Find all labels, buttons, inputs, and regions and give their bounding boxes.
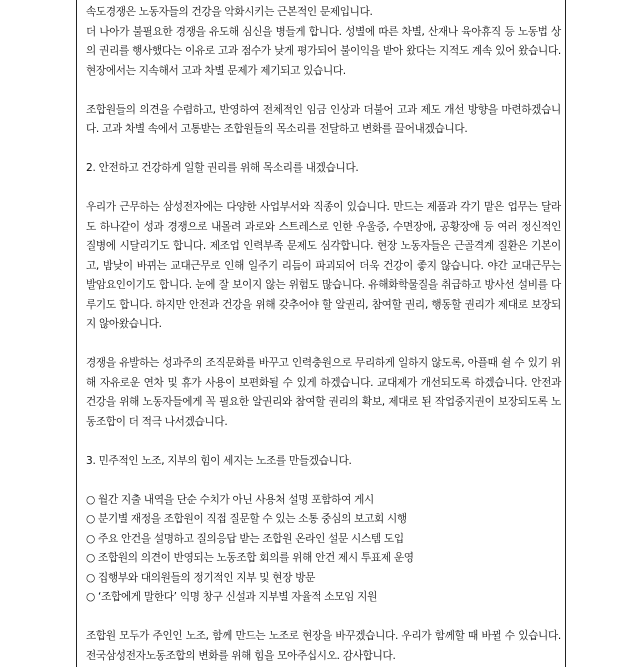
document-body xyxy=(86,3,561,666)
spacer xyxy=(86,335,561,355)
spacer xyxy=(86,432,561,452)
paragraph-health-issues: 우리가 근무하는 삼성전자에는 다양한 사업부서와 직종이 있습니다. 만드는 제품과 각기 맡은 업무는 달라도 하나같이 성과 경쟁으로 내몰려 과로와 스트레스로 인한 우울증, 수면장애, 공황장애 등 여러 정신적인 질병에 시달리기도 합니다. 제조업 인력부족 문제도 심각합니다. 현장 노동자들은 근골격계 질환은 기본이고, 밤낮이 바뀌는 교대근무로 인해 일주기 리듬이 파괴되어 더욱 건강이 좋지 않습니다. 야간 교대근무는 발암요인이기도 합니다. 눈에 잘 보이지 않는 위험도 많습니다. 유해화학물질을 취급하고 방사선 설비를 다루기도 합니다. 하지만 안전과 건강을 위해 갖추어야 할 알권리, 참여할 권리, 행동할 권리가 제대로 보장되지 않아왔습니다. xyxy=(86,201,561,330)
pledge-list-item: ○ 월간 지출 내역을 단순 수치가 아닌 사용처 설명 포함하여 게시 xyxy=(86,493,374,506)
pledge-list-item: ○ 주요 안건을 설명하고 질의응답 받는 조합원 온라인 설문 시스템 도입 xyxy=(86,532,404,545)
pledge-list xyxy=(86,491,561,608)
spacer xyxy=(86,608,561,628)
section-heading-2: 2. 안전하고 건강하게 일할 권리를 위해 목소리를 내겠습니다. xyxy=(86,162,359,174)
pledge-list-item: ○ 집행부와 대의원들의 정기적인 지부 및 현장 방문 xyxy=(86,571,316,584)
paragraph-closing: 조합원 모두가 주인인 노조, 함께 만드는 노조로 현장을 바꾸겠습니다. 우리가 함께할 때 바뀔 수 있습니다. 전국삼성전자노동조합의 변화를 위해 힘을 모아주십시오. 감사합니다. xyxy=(86,630,561,662)
spacer xyxy=(86,81,561,101)
spacer xyxy=(86,140,561,160)
pledge-list-item: ○ 분기별 재정을 조합원이 직접 질문할 수 있는 소통 중심의 보고회 시행 xyxy=(86,513,407,525)
pledge-list-item: ○ ‘조합에게 말한다’ 익명 창구 신설과 지부별 자율적 소모임 지원 xyxy=(86,591,378,603)
paragraph-safety-pledge: 경쟁을 유발하는 성과주의 조직문화를 바꾸고 인력충원으로 무리하게 일하지 않도록, 아플때 쉴 수 있기 위해 자유로운 연차 및 휴가 사용이 보편화될 수 있게 하겠습니다. 교대제가 개선되도록 하겠습니다. 안전과 건강을 위해 노동자들에게 꼭 필요한 알권리와 참여할 권리의 확보, 제대로 된 작업중지권이 보장되도록 노동조합이 더 적극 나서겠습니다. xyxy=(86,357,561,428)
pledge-list-item: ○ 조합원의 의견이 반영되는 노동조합 회의를 위해 안건 제시 투표제 운영 xyxy=(86,552,414,564)
spacer xyxy=(86,179,561,199)
paragraph-evaluation-reform: 조합원들의 의견을 수렴하고, 반영하여 전체적인 임금 인상과 더불어 고과 제도 개선 방향을 마련하겠습니다. 고과 차별 속에서 고통받는 조합원들의 목소리를 전달하고 변화를 끌어내겠습니다. xyxy=(86,103,561,135)
spacer xyxy=(86,471,561,491)
section-heading-3: 3. 민주적인 노조, 지부의 힘이 세지는 노조를 만들겠습니다. xyxy=(86,454,352,467)
paragraph-speed-competition: 속도경쟁은 노동자들의 건강을 악화시키는 근본적인 문제입니다. xyxy=(86,6,373,18)
paragraph-evaluation-discrimination: 더 나아가 불필요한 경쟁을 유도해 심신을 병들게 합니다. 성별에 따른 차별, 산재나 육아휴직 등 노동법 상의 권리를 행사했다는 이유로 고과 점수가 낮게 평가되어 불이익을 받아 왔다는 지적도 계속 있어 왔습니다. 현장에서는 지속해서 고과 차별 문제가 제기되고 있습니다. xyxy=(86,25,561,77)
